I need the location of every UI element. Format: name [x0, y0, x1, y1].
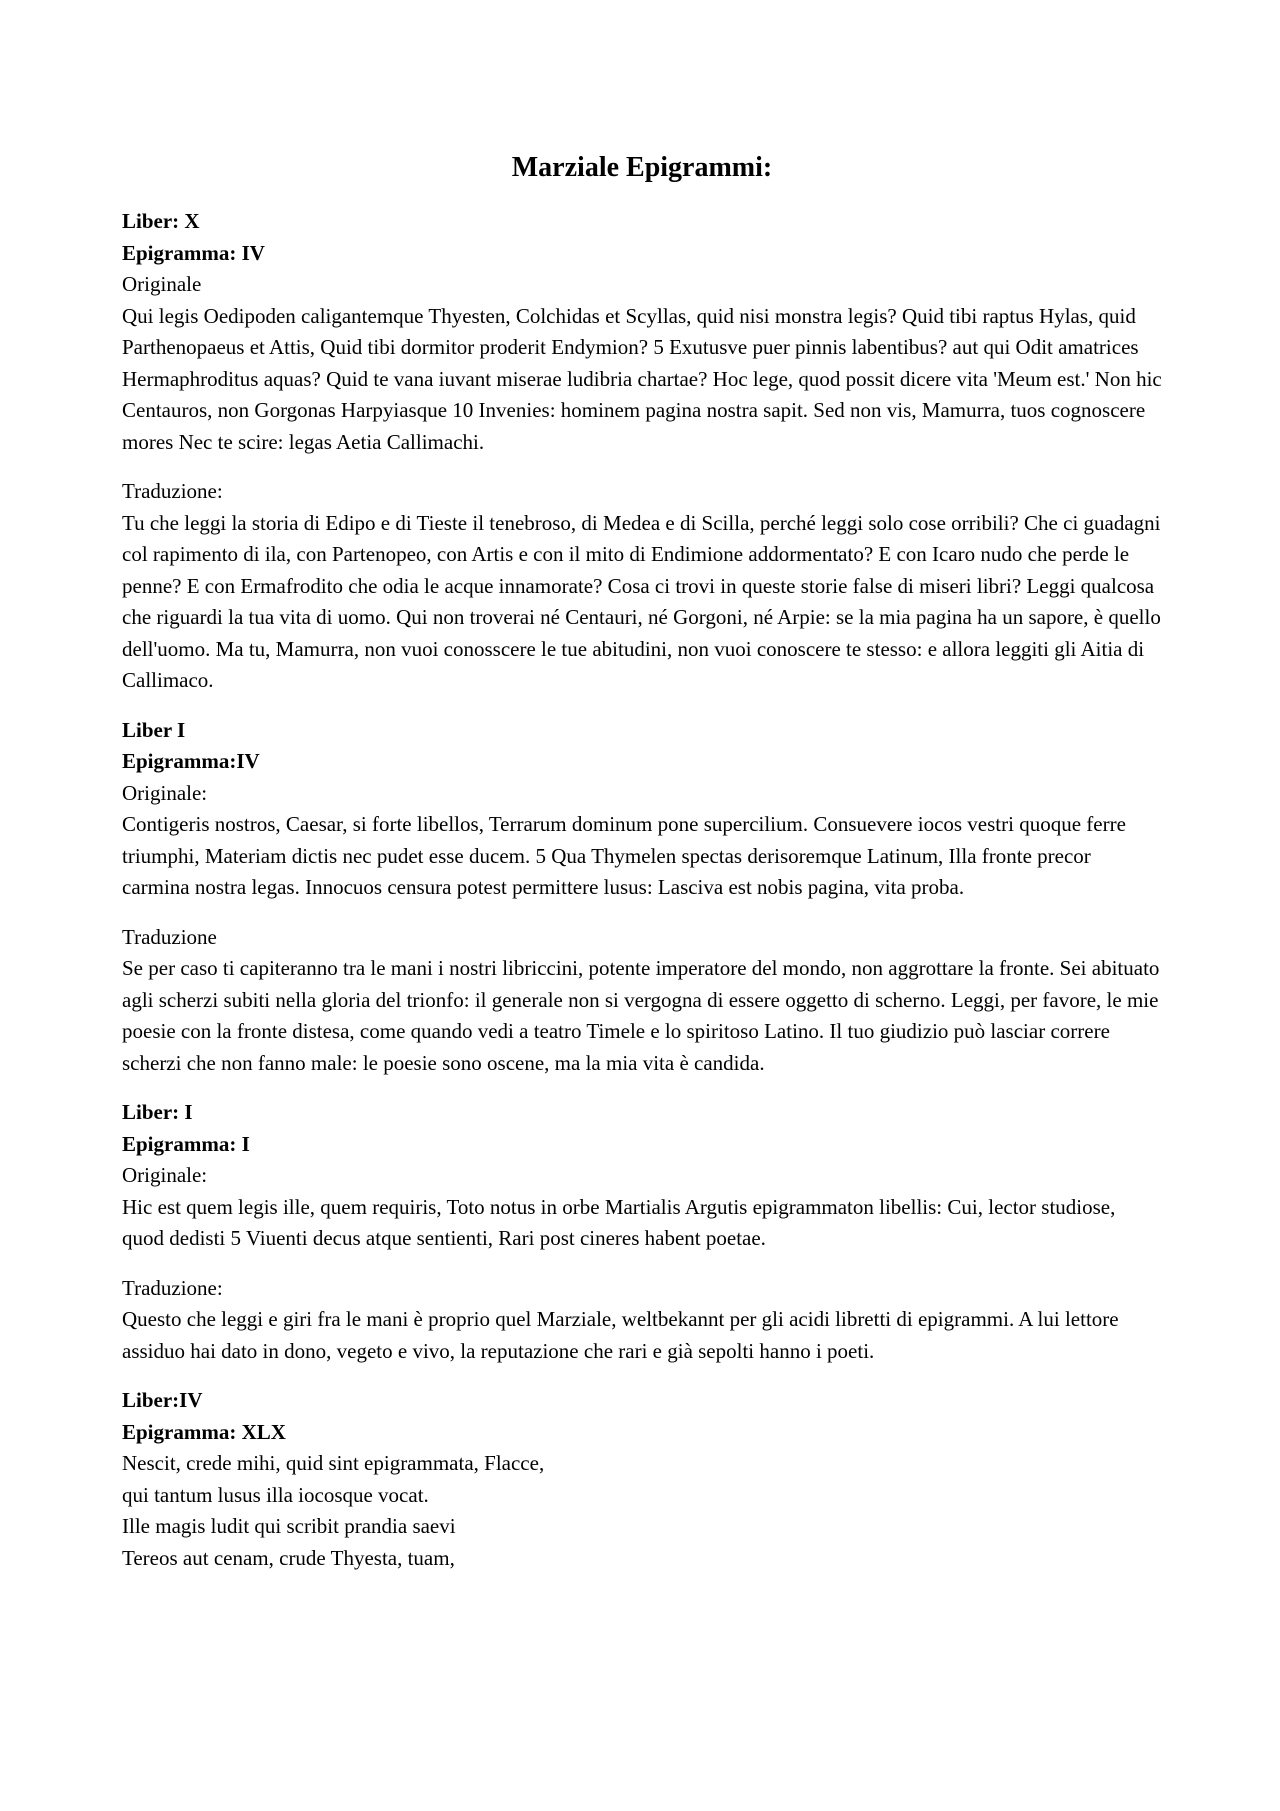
liber-heading: Liber: I	[122, 1100, 193, 1124]
document-title: Marziale Epigrammi:	[511, 152, 773, 183]
original-text: Hic est quem legis ille, quem requiris, Toto notus in orbe Martialis Argutis epigrammaton libellis: Cui, lector studiose, quod dedisti 5 Viuenti decus atque sentienti, Rari post cineres habent poetae.	[122, 1194, 1116, 1250]
liber-heading: Liber: X	[122, 209, 200, 233]
translation-label: Traduzione:	[122, 1275, 223, 1300]
original-text: Qui legis Oedipoden caligantemque Thyesten, Colchidas et Scyllas, quid nisi monstra legis? Quid tibi raptus Hylas, quid Parthenopaeus et Attis, Quid tibi dormitor proderit Endymion? 5 Exutusve puer pinnis labentibus? aut qui Odit amatrices Hermaphroditus aquas? Quid te vana iuvant miserae ludibria chartae? Hoc lege, quod possit dicere vita 'Meum est.' Non hic Centauros, non Gorgonas Harpyiasque 10 Invenies: hominem pagina nostra sapit. Sed non vis, Mamurra, tuos cognoscere mores Nec te scire: legas Aetia Callimachi.	[122, 303, 1162, 454]
liber-heading: Liber I	[122, 717, 186, 742]
translation-label: Traduzione:	[122, 479, 223, 503]
translation-text: Tu che leggi la storia di Edipo e di Tieste il tenebroso, di Medea e di Scilla, perché leggi solo cose orribili? Che ci guadagni col rapimento di ila, con Partenopeo, con Artis e con il mito di Endimione addormentato? E con Icaro nudo che perde le penne? E con Ermafrodito che odia le acque innamorate? Cosa ci trovi in queste storie false di miseri libri? Leggi qualcosa che riguardi la tua vita di uomo. Qui non troverai né Centauri, né Gorgoni, né Arpie: se la mia pagina ha un sapore, è quello dell'uomo. Ma tu, Mamurra, non vuoi conosscere le tue abitudini, non vuoi conoscere te stesso: e allora leggiti gli Aitia di Callimaco.	[122, 510, 1161, 692]
translation-label: Traduzione	[122, 924, 217, 949]
entry-1	[122, 206, 1162, 697]
verse-line: Ille magis ludit qui scribit prandia saevi	[122, 1514, 456, 1538]
original-text: Contigeris nostros, Caesar, si forte libellos, Terrarum dominum pone supercilium. Consuevere iocos vestri quoque ferre triumphi, Materiam dictis nec pudet esse ducem. 5 Qua Thymelen spectas derisoremque Latinum, Illa fronte precor carmina nostra legas. Innocuos censura potest permittere lusus: Lasciva est nobis pagina, vita proba.	[122, 812, 1126, 899]
epigramma-heading: Epigramma: XLX	[122, 1419, 286, 1444]
original-label: Originale	[122, 272, 202, 296]
translation-text: Questo che leggi e giri fra le mani è proprio quel Marziale, weltbekannt per gli acidi libretti di epigrammi. A lui lettore assiduo hai dato in dono, vegeto e vivo, la reputazione che rari e già sepolti hanno i poeti.	[122, 1307, 1119, 1363]
epigramma-heading: Epigramma:IV	[122, 749, 260, 773]
entry-4	[122, 1385, 1162, 1574]
epigramma-heading: Epigramma: I	[122, 1131, 250, 1156]
verse-line: qui tantum lusus illa iocosque vocat.	[122, 1482, 429, 1507]
verse-line: Tereos aut cenam, crude Thyesta, tuam,	[122, 1545, 455, 1570]
epigramma-heading: Epigramma: IV	[122, 240, 265, 265]
original-label: Originale:	[122, 780, 208, 805]
verse-line: Nescit, crede mihi, quid sint epigrammata, Flacce,	[122, 1451, 545, 1475]
entry-3	[122, 1097, 1162, 1367]
translation-text: Se per caso ti capiteranno tra le mani i nostri libriccini, potente imperatore del mondo, non aggrottare la fronte. Sei abituato agli scherzi subiti nella gloria del trionfo: il generale non si vergogna di essere oggetto di scherno. Leggi, per favore, le mie poesie con la fronte distesa, come quando vedi a teatro Timele e lo spiritoso Latino. Il tuo giudizio può lasciar correre scherzi che non fanno male: le poesie sono oscene, ma la mia vita è candida.	[122, 956, 1160, 1075]
original-label: Originale:	[122, 1163, 208, 1187]
liber-heading: Liber:IV	[122, 1388, 203, 1412]
entry-2	[122, 715, 1162, 1080]
